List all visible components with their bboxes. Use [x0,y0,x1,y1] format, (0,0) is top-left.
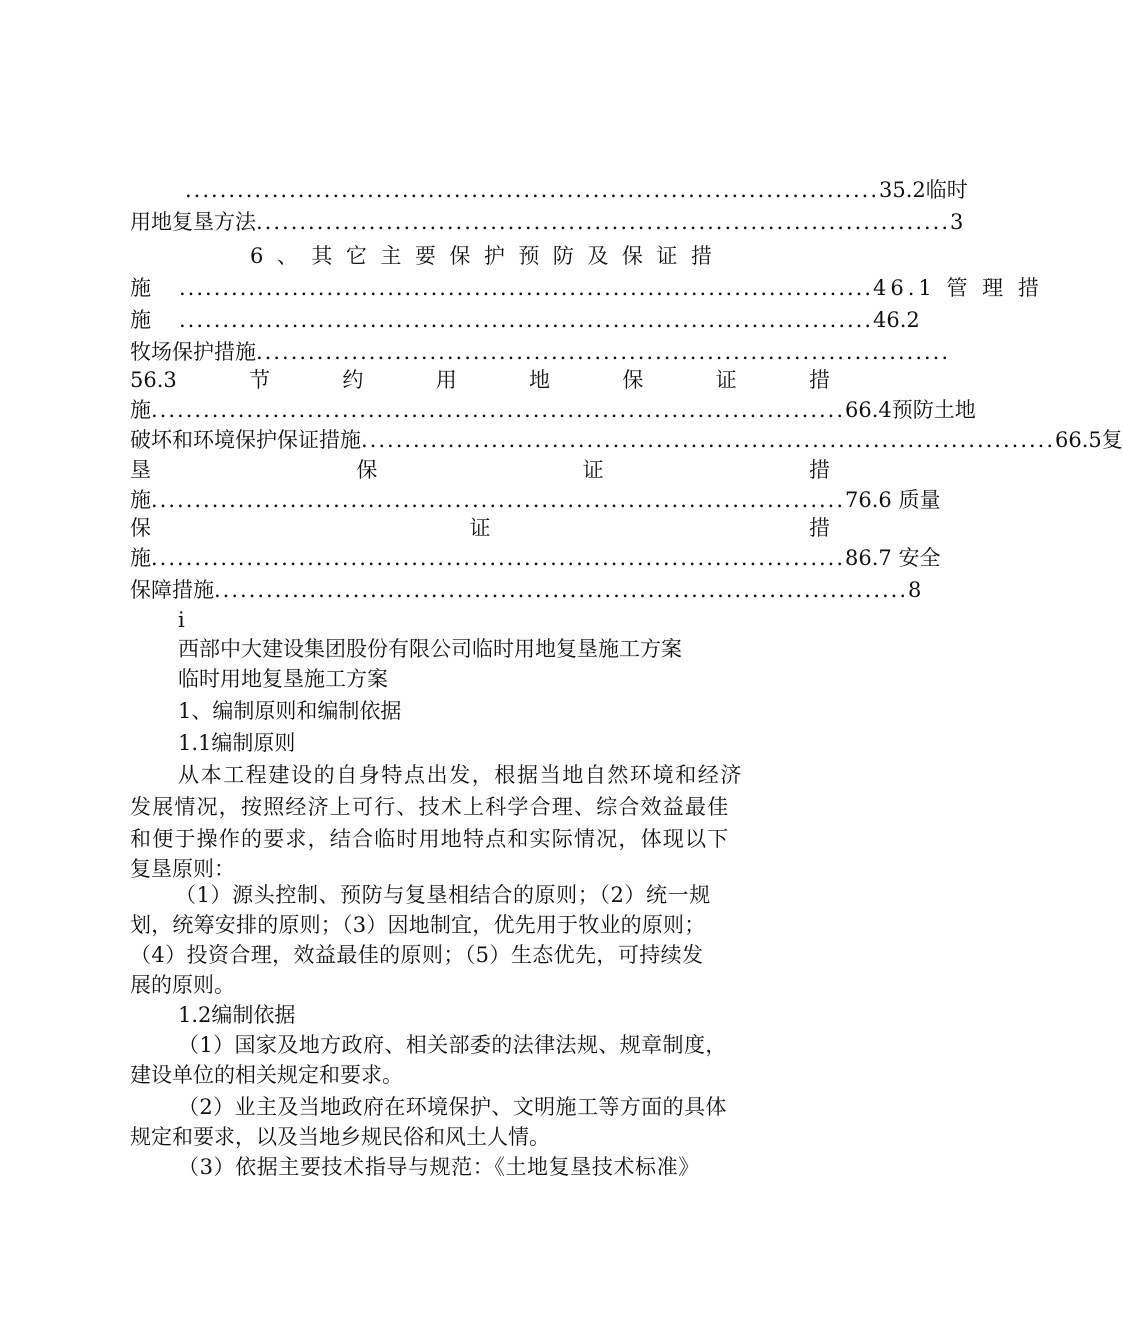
toc-entry-text: 垦 [130,458,151,482]
section-heading-1-1: 1.1编制原则 [178,731,296,755]
toc-entry-text: 证 [469,516,491,540]
section-heading-1: 1、编制原则和编制依据 [178,699,402,723]
toc-roman-page-number: i [178,608,185,632]
toc-entry-text: 66.4预防土地 [845,398,976,422]
toc-leader-dots: ................................................................................ [179,276,874,300]
toc-leader-dots: ................................................................................ [151,488,846,512]
toc-entry-text: 46.2 [873,308,920,332]
toc-entry-text: 破坏和环境保护保证措施 [130,428,361,452]
paragraph-2-line-1: （1）源头控制、预防与复垦相结合的原则；（2）统一规 [175,883,711,907]
toc-entry-text: 证 [582,458,604,482]
paragraph-2-line-2: 划，统筹安排的原则；（3）因地制宜，优先用于牧业的原则； [130,913,706,937]
toc-entry-text: 46.1 管 理 措 [873,276,1043,300]
toc-entry-text: 施 [130,276,151,300]
paragraph-1-line-3: 和便于操作的要求，结合临时用地特点和实际情况，体现以下 [130,827,730,851]
toc-entry-text: 证 [715,368,737,392]
toc-entry-text: 35.2临时 [879,178,968,202]
paragraph-1-line-4: 复垦原则： [130,857,235,881]
toc-line-12 [130,511,830,545]
toc-leader-dots: ................................................................................ [214,578,909,602]
document-title: 临时用地复垦施工方案 [178,667,388,691]
paragraph-2-line-3: （4）投资合理，效益最佳的原则；（5）生态优先，可持续发 [130,943,704,967]
paragraph-4-line-2: 规定和要求，以及当地乡规民俗和风土人情。 [130,1125,550,1149]
toc-entry-text: 6、其它主要保护预防及保证措 [250,244,726,268]
toc-leader-dots: ................................................................................ [256,340,951,364]
toc-entry-text: 施 [130,546,151,570]
toc-leader-dots: ................................................................................ [256,210,951,234]
toc-line-10 [130,453,830,487]
paragraph-3-line-2: 建设单位的相关规定和要求。 [130,1063,403,1087]
toc-page-number: 3 [950,210,964,234]
toc-line-9 [130,423,1123,457]
toc-leader-dots: ................................................................................ [151,546,846,570]
toc-entry-text: 施 [130,308,151,332]
toc-leader-dots: ................................................................................ [151,398,846,422]
toc-entry-text: 节 [249,368,271,392]
toc-entry-text: 约 [342,368,364,392]
toc-line-5 [130,303,920,337]
company-header-title: 西部中大建设集团股份有限公司临时用地复垦施工方案 [178,637,682,661]
toc-entry-text: 施 [130,488,151,512]
toc-line-7 [130,363,830,397]
paragraph-1-line-1: 从本工程建设的自身特点出发，根据当地自然环境和经济 [178,763,743,787]
toc-leader-dots: ................................................................................ [179,308,874,332]
toc-entry-text: 56.3 [130,368,177,392]
toc-line-14 [130,573,922,607]
toc-entry-text: 保 [130,516,151,540]
toc-leader-dots: ................................................................................ [185,178,880,202]
toc-entry-text: 措 [809,516,830,540]
toc-entry-text: 保障措施 [130,578,214,602]
section-heading-1-2: 1.2编制依据 [178,1003,296,1027]
toc-entry-text: 用地复垦方法 [130,210,256,234]
toc-entry-text: 76.6 质量 [845,488,941,512]
toc-entry-text: 66.5复 [1055,428,1123,452]
toc-leader-dots: ................................................................................ [361,428,1056,452]
toc-entry-text: 保 [622,368,644,392]
toc-line-8 [130,393,976,427]
toc-entry-text: 牧场保护措施 [130,340,256,364]
paragraph-4-line-1: （2）业主及当地政府在环境保护、文明施工等方面的具体 [178,1095,727,1119]
toc-line-13 [130,541,941,575]
toc-line-1 [185,173,968,207]
toc-line-3 [250,239,830,273]
toc-line-2 [130,205,964,239]
toc-entry-text: 措 [808,368,830,392]
toc-entry-text: 保 [356,458,378,482]
toc-page-number: 8 [908,578,922,602]
paragraph-1-line-2: 发展情况，按照经济上可行、技术上科学合理、综合效益最佳 [130,795,730,819]
toc-entry-text: 地 [529,368,551,392]
paragraph-3-line-1: （1）国家及地方政府、相关部委的法律法规、规章制度， [178,1033,727,1057]
toc-entry-text: 施 [130,398,151,422]
toc-entry-text: 86.7 安全 [845,546,941,570]
toc-entry-text: 用 [435,368,457,392]
paragraph-2-line-4: 展的原则。 [130,973,235,997]
toc-entry-text: 措 [808,458,830,482]
toc-line-4 [130,271,1043,305]
paragraph-5-line-1: （3）依据主要技术指导与规范：《土地复垦技术标准》 [178,1155,700,1179]
